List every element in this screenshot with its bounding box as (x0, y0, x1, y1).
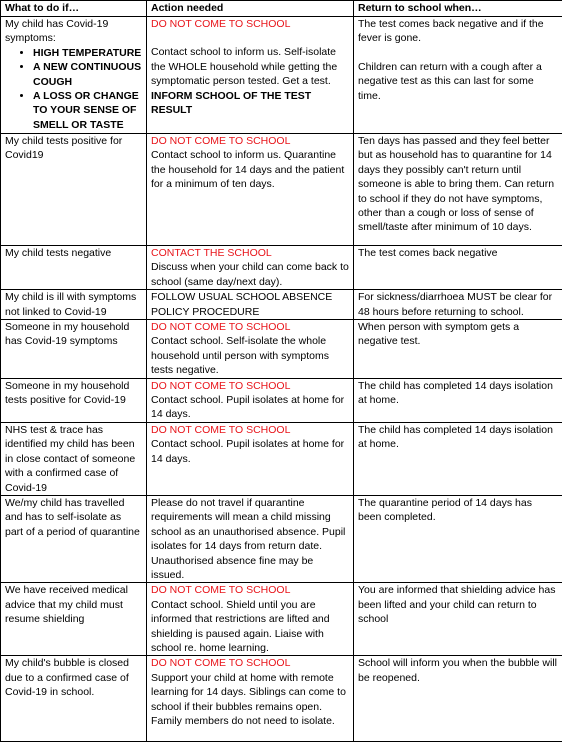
situation-cell: Someone in my household has Covid-19 symptoms (1, 320, 147, 379)
action-text: Contact school to inform us. Self-isolate the WHOLE household while getting the symptomatic person tested. Get a test. (151, 45, 349, 88)
action-cell: Please do not travel if quarantine requirements will mean a child missing school as an unauthorised absence. Pupil isolates for 14 days from return date. Unauthorised absence fine may be issued. (147, 495, 354, 582)
return-cell (354, 17, 562, 134)
action-cell (147, 656, 354, 742)
header-what-to-do: What to do if… (1, 1, 147, 17)
table-row (1, 422, 562, 495)
return-cell: Ten days has passed and they feel better but as household has to quarantine for 14 days they possibly can't return until someone is able to bring them. Can return to school if they do not have symptoms, other than a cough or loss of sense of smell/taste after minimum of 10 days. (354, 134, 562, 246)
header-return-to-school: Return to school when… (354, 1, 562, 17)
return-cell: The test comes back negative (354, 246, 562, 290)
return-cell: The child has completed 14 days isolation at home. (354, 378, 562, 422)
return-cell: The quarantine period of 14 days has been completed. (354, 495, 562, 582)
header-action-needed: Action needed (147, 1, 354, 17)
action-text: Contact school. Pupil isolates at home for 14 days. (151, 393, 349, 422)
action-text: Discuss when your child can come back to school (same day/next day). (151, 260, 349, 289)
action-alert: DO NOT COME TO SCHOOL (151, 17, 349, 31)
symptom-list (5, 46, 142, 132)
situation-cell: My child's bubble is closed due to a confirmed case of Covid-19 in school. (1, 656, 147, 742)
situation-cell: My child tests negative (1, 246, 147, 290)
action-alert: DO NOT COME TO SCHOOL (151, 656, 349, 670)
header-row (1, 1, 562, 17)
action-text: Contact school. Pupil isolates at home for 14 days. (151, 437, 349, 466)
situation-cell: We/my child has travelled and has to self-isolate as part of a period of quarantine (1, 495, 147, 582)
action-alert: DO NOT COME TO SCHOOL (151, 379, 349, 393)
return-cell: The child has completed 14 days isolation at home. (354, 422, 562, 495)
action-alert: DO NOT COME TO SCHOOL (151, 583, 349, 597)
action-text: Support your child at home with remote learning for 14 days. Siblings can come to school if their bubbles remains open. Family members do not need to isolate. (151, 671, 349, 729)
return-cell: For sickness/diarrhoea MUST be clear for 48 hours before returning to school. (354, 290, 562, 320)
action-text: Contact school. Self-isolate the whole household until person with symptoms tests negative. (151, 334, 349, 377)
situation-cell: We have received medical advice that my child must resume shielding (1, 583, 147, 656)
table-row (1, 17, 562, 134)
return-cell: School will inform you when the bubble will be reopened. (354, 656, 562, 742)
return-text-note: Children can return with a cough after a negative test as this can last for some time. (358, 60, 558, 103)
action-text: Contact school to inform us. Quarantine the household for 14 days and the patient for a minimum of ten days. (151, 148, 349, 191)
table-row (1, 134, 562, 246)
situation-cell: Someone in my household tests positive for Covid-19 (1, 378, 147, 422)
action-cell (147, 17, 354, 134)
action-cell: FOLLOW USUAL SCHOOL ABSENCE POLICY PROCEDURE (147, 290, 354, 320)
action-alert: DO NOT COME TO SCHOOL (151, 134, 349, 148)
table-row (1, 495, 562, 582)
symptom-item: • A NEW CONTINUOUS COUGH (33, 60, 142, 89)
table-row (1, 378, 562, 422)
situation-cell: My child is ill with symptoms not linked to Covid-19 (1, 290, 147, 320)
table-row (1, 320, 562, 379)
action-cell (147, 134, 354, 246)
action-cell (147, 320, 354, 379)
action-alert: CONTACT THE SCHOOL (151, 246, 349, 260)
situation-cell (1, 17, 147, 134)
situation-cell: My child tests positive for Covid19 (1, 134, 147, 246)
action-alert: DO NOT COME TO SCHOOL (151, 320, 349, 334)
action-cell (147, 246, 354, 290)
return-text: The test comes back negative and if the fever is gone. (358, 17, 558, 46)
action-alert: DO NOT COME TO SCHOOL (151, 423, 349, 437)
symptom-item: • HIGH TEMPERATURE (33, 46, 142, 60)
table-row (1, 246, 562, 290)
action-cell (147, 422, 354, 495)
situation-text: My child has Covid-19 symptoms: (5, 17, 142, 46)
situation-cell: NHS test & trace has identified my child has been in close contact of someone with a confirmed case of Covid-19 (1, 422, 147, 495)
action-bold-text: INFORM SCHOOL OF THE TEST RESULT (151, 89, 349, 118)
symptom-item: • A LOSS OR CHANGE TO YOUR SENSE OF SMELL OR TASTE (33, 89, 142, 132)
table-row (1, 583, 562, 656)
action-cell (147, 378, 354, 422)
action-cell (147, 583, 354, 656)
return-cell: You are informed that shielding advice has been lifted and your child can return to school (354, 583, 562, 656)
action-text: Contact school. Shield until you are informed that restrictions are lifted and shielding is paused again. Liaise with school re. home learning. (151, 598, 349, 656)
return-cell: When person with symptom gets a negative test. (354, 320, 562, 379)
table-row (1, 656, 562, 742)
table-row (1, 290, 562, 320)
